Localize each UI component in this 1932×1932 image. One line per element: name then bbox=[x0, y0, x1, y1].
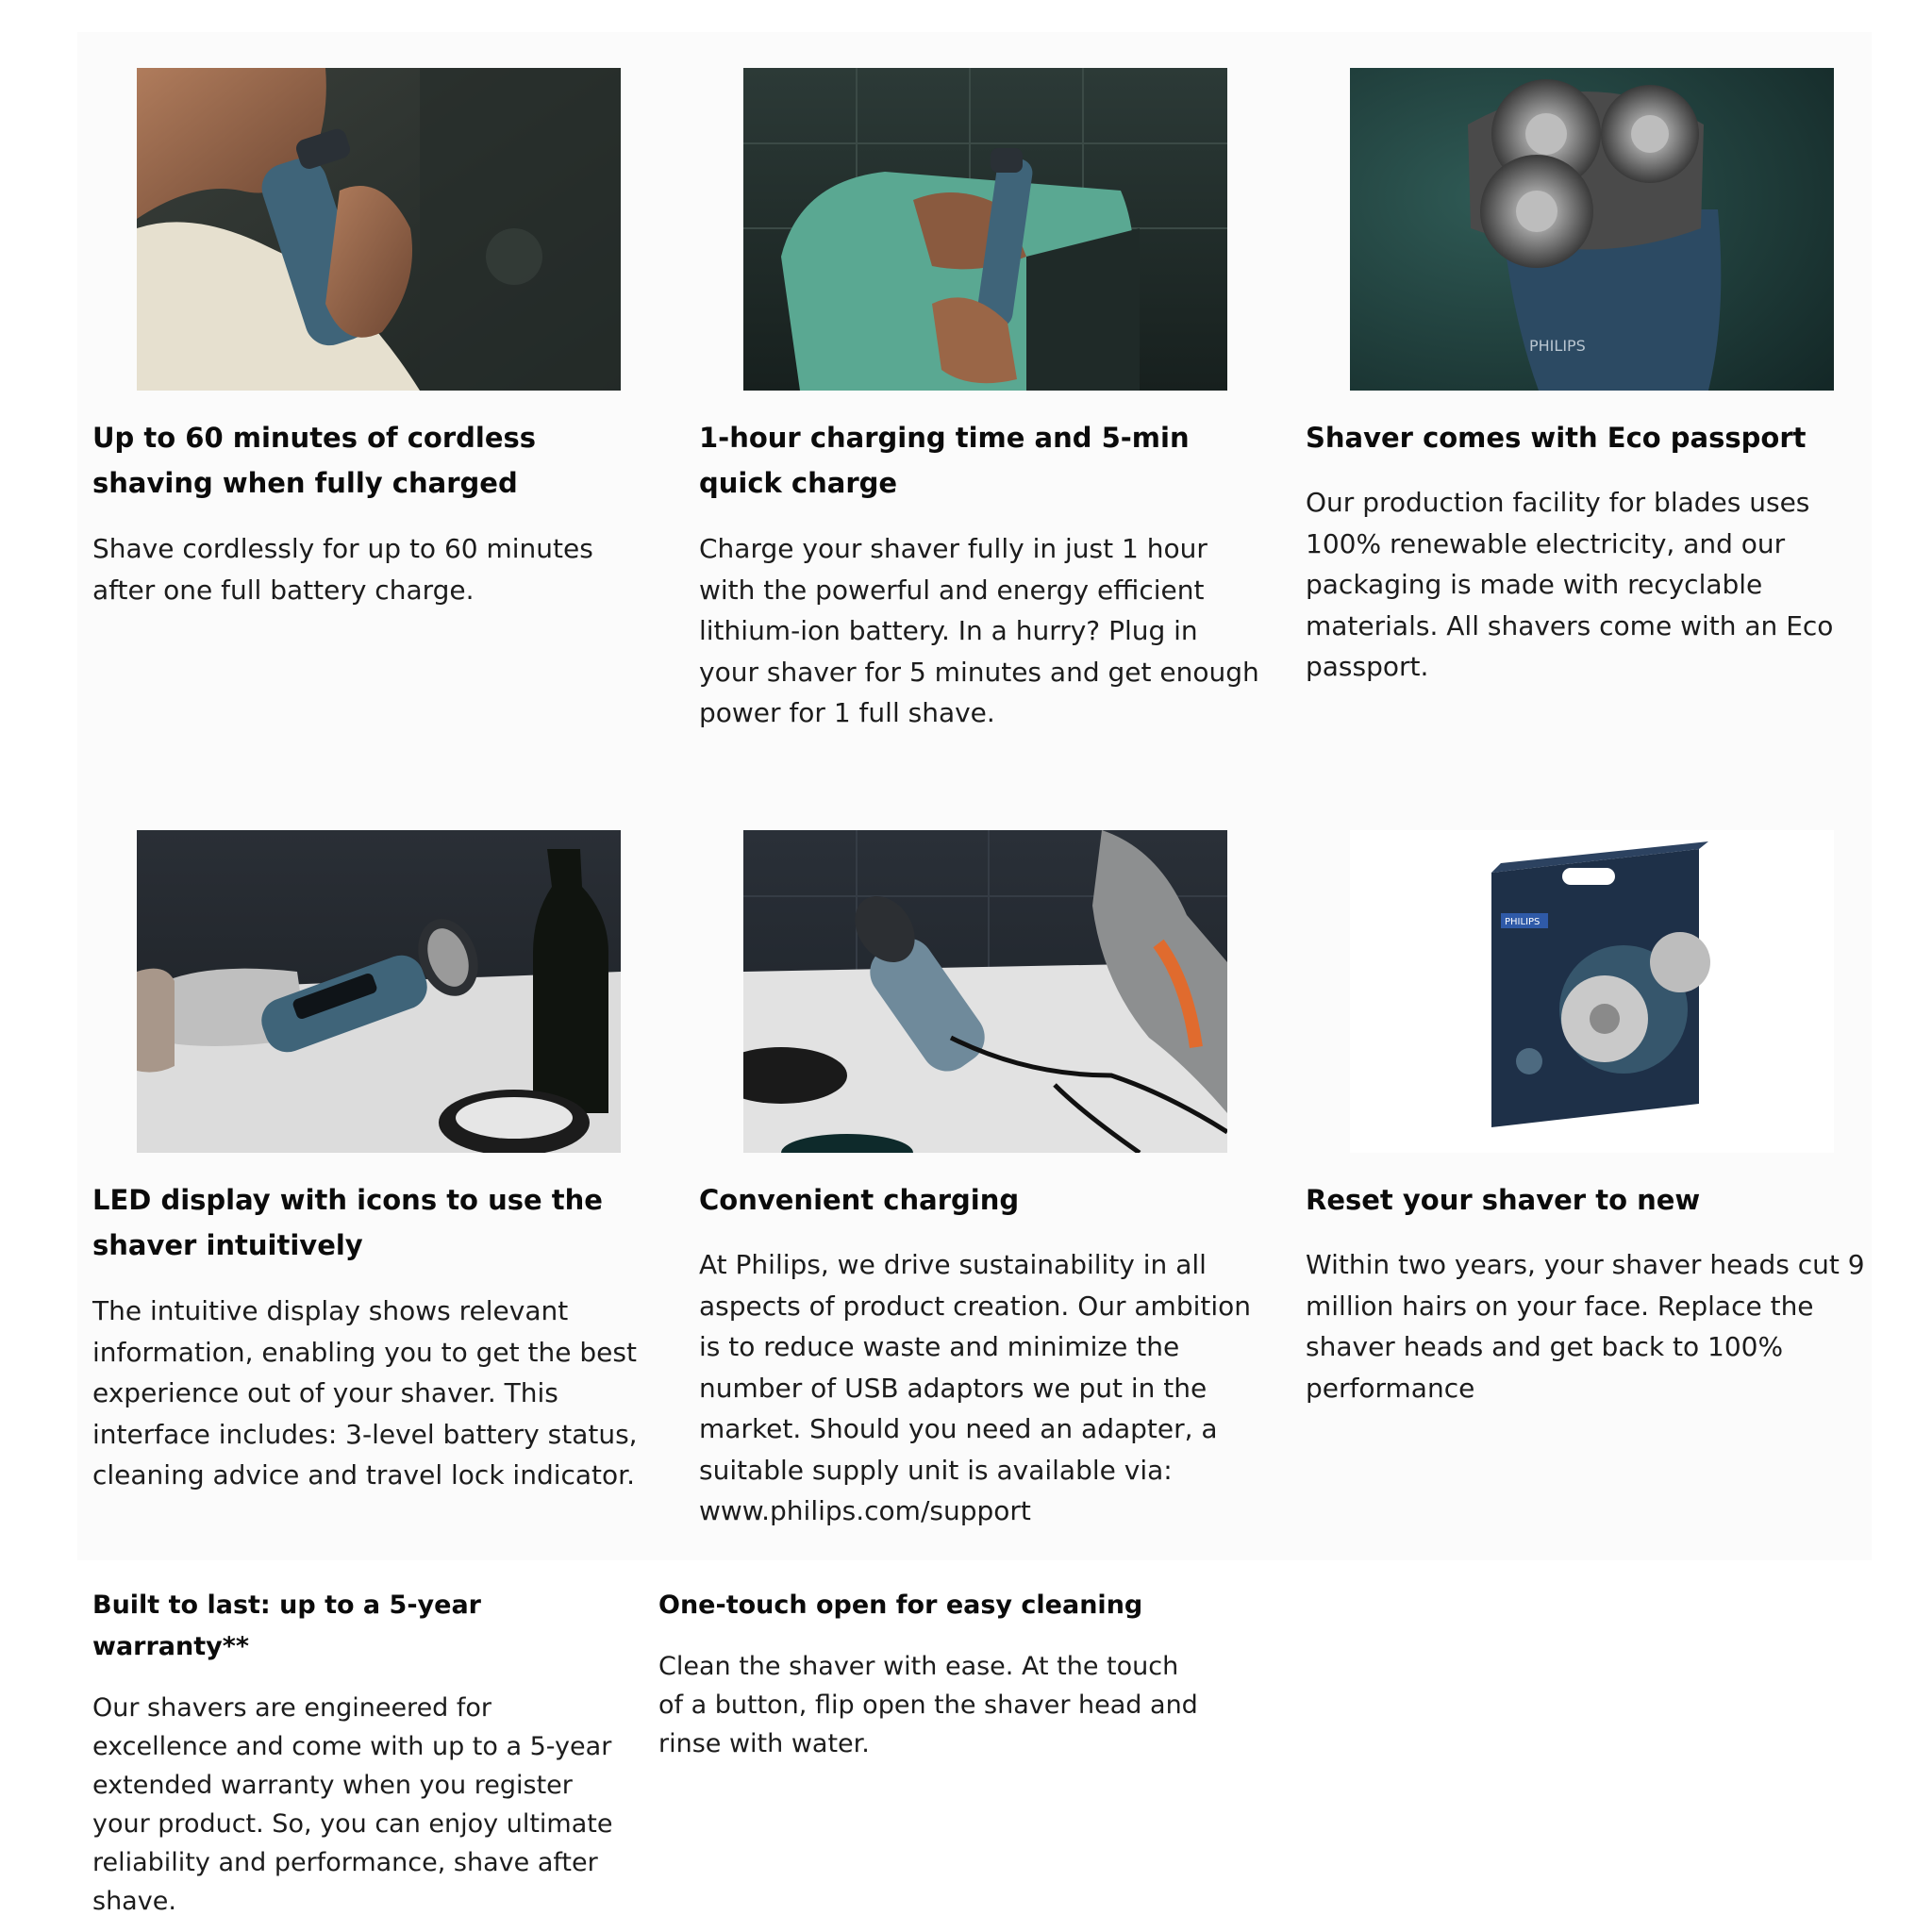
feature-title: Up to 60 minutes of cordless shaving when fully charged bbox=[92, 422, 537, 499]
feature-title: LED display with icons to use the shaver intuitively bbox=[92, 1184, 603, 1261]
feature-description: Within two years, your shaver heads cut 9 million hairs on your face. Replace the shaver heads and get back to 100% performance bbox=[1306, 1249, 1865, 1404]
feature-title: Reset your shaver to new bbox=[1306, 1184, 1701, 1216]
feature-description: The intuitive display shows relevant information, enabling you to get the best experience out of your shaver. This interface includes: 3-level battery status, cleaning advice and travel lock indicator. bbox=[92, 1295, 638, 1491]
man-shaving-photo bbox=[137, 68, 621, 391]
feature-description: Our production facility for blades uses 100% renewable electricity, and our packaging is made with recyclable materials. All shavers come with an Eco passport. bbox=[1306, 487, 1834, 682]
shaver-head-closeup-photo bbox=[1350, 68, 1834, 391]
feature-title: 1-hour charging time and 5-min quick charge bbox=[699, 422, 1190, 499]
feature-description: Our shavers are engineered for excellence and come with up to a 5-year extended warranty when you register your product. So, you can enjoy ultimate reliability and performance, shave after shave. bbox=[92, 1693, 613, 1916]
feature-title: Shaver comes with Eco passport bbox=[1306, 422, 1807, 454]
shaver-on-counter-photo bbox=[137, 830, 621, 1153]
feature-description: Shave cordlessly for up to 60 minutes after one full battery charge. bbox=[92, 533, 593, 606]
feature-description: Clean the shaver with ease. At the touch of a button, flip open the shaver head and rinse with water. bbox=[658, 1652, 1198, 1758]
box-philips-logo: PHILIPS bbox=[1505, 917, 1541, 927]
bottom-feature-one-touch bbox=[658, 1585, 1206, 1763]
feature-description: Charge your shaver fully in just 1 hour with the powerful and energy efficient lithium-ion battery. In a hurry? Plug in your shaver for 5 minutes and get enough power for 1 full shave. bbox=[699, 533, 1259, 728]
philips-logo-text: PHILIPS bbox=[1529, 337, 1586, 355]
feature-title: One-touch open for easy cleaning bbox=[658, 1591, 1143, 1620]
feature-description: At Philips, we drive sustainability in all aspects of product creation. Our ambition is to reduce waste and minimize the number of USB adaptors we put in the market. Should you need an adapter, a suitable supply unit is available via: www.philips.com/support bbox=[699, 1249, 1252, 1526]
replacement-heads-box-photo bbox=[1350, 830, 1834, 1153]
charging-shaver-photo bbox=[743, 68, 1227, 391]
feature-title: Built to last: up to a 5-year warranty** bbox=[92, 1591, 481, 1661]
shaver-with-cable-photo bbox=[743, 830, 1227, 1153]
feature-title: Convenient charging bbox=[699, 1184, 1020, 1216]
bottom-feature-warranty bbox=[92, 1585, 630, 1921]
